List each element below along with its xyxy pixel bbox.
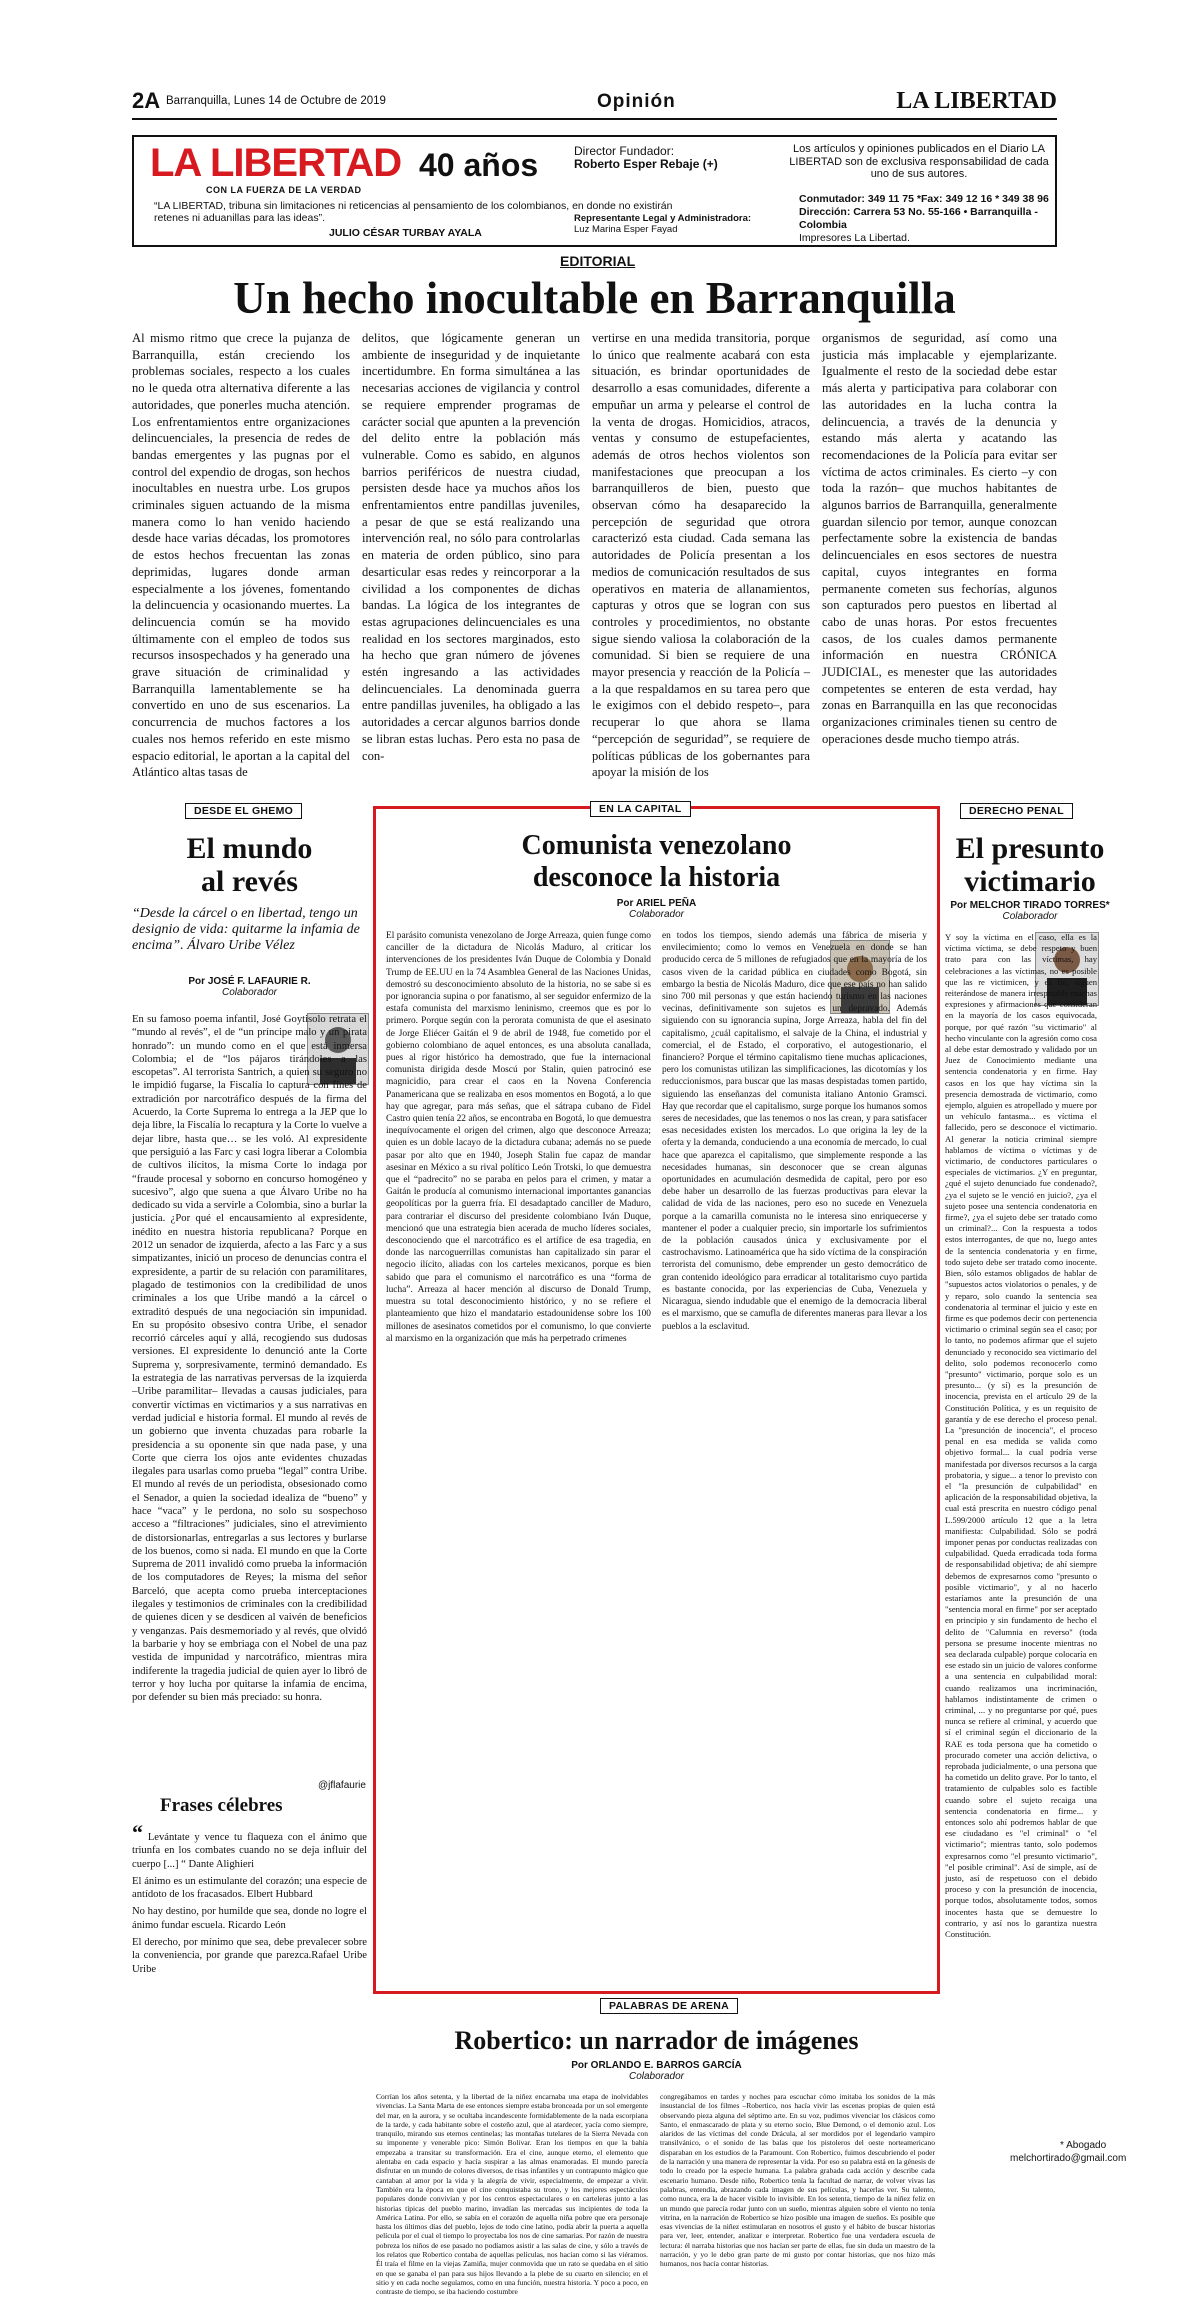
editorial-column-1: Al mismo ritmo que crece la pujanza de Barranquilla, están creciendo los problemas sociales, respecto a los cuales no le queda otra alternativa diferente a las autoridades, que ponerles mucha atención. Los enfrentamientos entre organizaciones delincuenciales, la presencia de redes de bandas emergentes y las pugnas por el control del expendio de drogas, son hechos inocultables en nuestra urbe. Los grupos criminales siguen actuando de la misma manera como lo han venido haciendo desde hace varias décadas, los promotores de estos hechos frecuentan las zonas deprimidas, lugares donde arman especialmente a los jóvenes, fomentando la delincuencia y ocasionando muertes. La delincuencia común se ha movido últimamente con el empleo de todos sus recursos insospechados y ha generado una grave situación de criminalidad y Barranquilla lamentablemente se ha convertido en uno de sus escenarios. La concurrencia de muchos factores a los cuales nos hemos referido en este mismo espacio editorial, le aportan a la capital del Atlántico altas tasas de xyxy=(132,331,350,780)
right-email: melchortirado@gmail.com xyxy=(1010,2153,1127,2164)
address: Dirección: Carrera 53 No. 55-166 • Barranquilla - Colombia xyxy=(799,206,1038,231)
bottom-column-1: Corrían los años setenta, y la libertad de la niñez encarnaba una etapa de inolvidables vivencias. La Santa Marta de ese entonces siempre estaba bronceada por un sol emergente del mar, en la aurora, y se ocultaba incandescente formidablemente de la nada escorpiana de la tarde, y cada habitante sobre el costeño azul, que al atardecer, yacía como siempre, tranquilo, mirando sus eternos centinelas; las montañas tutelares de la Sierra Nevada con su imponente y venerable pico: Simón Bolívar. Eran los tiempos en que la bahía empezaba a transitar su transformación. Era el cine, aunque eterno, el elemento que alentaba en cada espacio y hacía suspirar a las almas enamoradas. El mundo parecía disfrutar en un mundo de colores diversos, de risas infantiles y un contrapunto mágico que cantaban al amor por la vida y la alegría de vivir, especialmente, de empezar a vivir. También era la época en que el cine conquistaba su trono, y los mejores espectáculos populares donde convivían y por los centros espectaculares o en carteleras junto a las historias típicas del pueblo marino, invadían las mercadas sus incipientes de toda la América Latina. Por ello, se sabía en el corazón de aquella niña pobre que era personaje hasta los últimos días del pueblo, lejos de todo cine latino, podía abrir la puerta a aquella película por el cual el tiempo lo proyectaba los nos de cine samarias. Por razón de nuestra pobreza los niños de ese pasado no podíamos asistir a las salas de cine, y sólo a través de los relatos que Robertico contaba de aquellas películas, nos hacían como si las viéramos. Él traía el filme en la viejas Zamiña, mujer conmovida que un rato se quedaba en el sitio en que se ganaba el pan para sus hijos llevando a la plebe de su cuarto en silencio; en el sitio y en cada noche seguíamos, como en una función, nuestra historia. Y poco a poco, en contraste de tiempo, se iba haciendo costumbre xyxy=(376,2092,648,2297)
left-role: Colaborador xyxy=(221,987,278,998)
right-author: Por MELCHOR TIRADO TORRES* xyxy=(950,900,1110,911)
center-title-line1: Comunista venezolano xyxy=(521,830,792,861)
frase-1: Levántate y vence tu flaqueza con el ánimo que triunfa en los combates cuando no se deja influir del cuerpo [...] “ Dante Alighieri xyxy=(132,1832,367,1870)
center-author: Por ARIEL PEÑA xyxy=(616,898,697,909)
right-kicker: DERECHO PENAL xyxy=(960,803,1073,819)
right-article-body: Y soy la víctima en el caso, ella es la víctima víctima, se debe respeto y buen trato para con las víctimas, hay celebraciones a las víctimas, no es posible que las re victimicen, y es fin, siguen reiterándose de manera irrespetable muchas expresiones y afirmaciones que consideran en la mayoría de los casos equivocada, porque, por qué razón "su victimario" al hecho vinculante con la agresión como cosa al debe estar demostrado y validado por un Juez de Conocimiento mediante una sentencia condenatoria y en firme. Hay casos en los que hay víctima sin la presencia demostrada de victimario, como ejemplo, alguien es atropellado y muere por un vehículo fantasma... es víctima el fallecido, pero se desconoce el victimario. Al generar la noticia criminal siempre hablamos de víctima o víctimas y de victimario, de conductores particulares o especiales de victimarios. ¿Y en preguntar, ¿qué el sujeto denunciado fue condenado?, ¿ya el sujeto se le venció en juicio?, ¿ya el sujeto posee una sentencia condenatoria en firme?, ¿ya el sujeto debe ser tratado como un criminal?... Con la respuesta a todos estos interrogantes, de que no, luego antes de la sentencia condenatoria y en firme, todo sujeto debe ser tratado como inocente. Bien, sólo estamos obligados de hablar de "supuestos actos violatorios o penales, y de y reparo, solo cuando la sentencia sea condenatoria al terminar el juicio y este en firme es que podemos decir con pertenencia victimario o criminal según sea el caso; por lo tanto, no podemos afirmar que el sujeto denunciado y reconocido sea victimario del delito, solo podemos reconocerlo como "presunto" victimario, porque solo es un presunto... (y sí) es la presunción de inocencia, prevista en el artículo 29 de la Constitución Política, y es un requisito de garantía y de ese derecho el proceso penal. La "presunción de inocencia", el proceso penal en esa medida se valida como objetivo formal... la cual podría verse manifestada por diversos recursos a la carga probatoria, y sigue... a tenor lo previsto con el "la presunción de culpabilidad" en aplicación de la responsabilidad objetiva, la cual está prescrita en nuestro código penal L.599/2000 artículo 12 que a la letra manifiesta: Culpabilidad. Sólo se podrá imponer penas por conductas realizadas con culpabilidad. Queda erradicada toda forma de responsabilidad objetiva; de ahí siempre debemos de expresarnos como "presunto o posible victimario", y al no hacerlo estaríamos ante la presunción de una "sentencia moral en firme" por ser aceptado en principio y sin fundamento de hecho el delito de "Calumnia en reverso" (toda persona se presume inocente mientras no sea declarada culpable) porque colocaría en ese estado sin un juicio de valores conforme a una sentencia en culpabilidad moral: cuando realizamos una incriminación, hablamos indistintamente de crimen o criminal, ... y no preguntarse por qué, pues nunca se refiere al criminal, y acuerdo que sí el criminal según el diccionario de la RAE es toda persona que ha cometido o procurado cometer una acción delictiva, o reprobada judicialmente, o una persona que ha cometido un delito grave. Por lo tanto, el tratamiento de culpables solo es factible cuando sobre el sujeto recaiga una sentencia condenatoria en firme... y entonces solo ahí podremos hablar de que ese ciudadano es "el criminal" o "el victimario"; mientras tanto, solo podemos expresarnos como "el presunto victimario", "el posible criminal". Así de simple, así de justo, así de respetuoso con el debido proceso y con la presunción de inocencia, porque todos, absolutamente todos, somos inocentes hasta que se demuestre lo contrario, y así nos lo garantiza nuestra Constitución. xyxy=(945,932,1098,1940)
bottom-role: Colaborador xyxy=(628,2071,685,2082)
left-byline xyxy=(132,976,367,998)
bottom-kicker: PALABRAS DE ARENA xyxy=(600,1998,738,2014)
frase-4: El derecho, por mínimo que sea, debe prevalecer sobre la conveniencia, por grande que parezca.Rafael Uribe Uribe xyxy=(132,1937,367,1975)
contact-block xyxy=(799,193,1057,245)
printer: Impresores La Libertad. xyxy=(799,232,910,244)
founder-block xyxy=(574,145,774,170)
disclaimer: Los artículos y opiniones publicados en el Diario LA LIBERTAD son de exclusiva responsabilidad de cada uno de sus autores. xyxy=(789,143,1049,180)
page-header xyxy=(132,88,1057,120)
editorial-column-3: vertirse en una medida transitoria, porque lo único que realmente acabará con esta situación, es brindar oportunidades de desarrollo a esas comunidades, diferente a empuñar un arma y pelearse el control de la venta de drogas. Homicidios, atracos, ventas y consumo de estupefacientes, además de otros hechos violentos son manifestaciones que preocupan a los barranquilleros de bien, puesto que observan cómo ha desaparecido la percepción de seguridad que otrora caracterizó esta ciudad. Cada semana las autoridades de Policía presentan a los medios de comunicación resultados de sus operativos en materia de allanamientos, capturas y otros que se logran con sus controles y procedimientos, no obstante sigue siendo valiosa la colaboración de la comunidad. Si bien se requiere de una mayor presencia y reacción de la Policía –a la que respaldamos en su tarea pero que le exigimos con el debido respeto–, para recuperar lo que ahora se llama “percepción de seguridad”, se requiere de políticas públicas de los gobernantes para apoyar la misión de los xyxy=(592,331,810,780)
legal-name: Luz Marina Esper Fayad xyxy=(574,224,678,235)
center-column-1: El parásito comunista venezolano de Jorge Arreaza, quien funge como canciller de la dictadura de Nicolás Maduro, al criticar los intervenciones de los presidentes Iván Duque de Colombia y Donald Trump de EE.UU en la 74 Asamblea General de las Naciones Unidas, demostró su desconocimiento absoluto de la historia, no se sabe si es por ignorancia supina o por fanatismo, al ser seguidor enfermizo de la estafa comunista del marxismo leninismo, creemos que es por lo primero. Porque según con la perorata comunista de que el asesinato de Jorge Eliécer Gaitán el 9 de abril de 1948, fue cometido por el gobierno colombiano de aquel entonces, es una absoluta canallada, pues al rigor histórico ha demostrado, que fue la internacional comunista dirigida desde Moscú por Stalin, quien patrocinó ese magnicidio, para crear el caos en la Novena Conferencia Panamericana que se realizaba en esos momentos en Bogotá, a lo que hay que agregar, para más señas, que el sátrapa cubano de Fidel Castro quien tenía 22 años, se encontraba en Bogotá, lo que demuestra inequívocamente el origen del crimen, algo que desconoce Arreaza; quien es un doble lacayo de la dictadura cubana; además no se puede pasar por alto que en 1940, Joseph Stalin fue capaz de mandar asesinar en México a su rival político León Trotski, lo que demuestra que el “padrecito” no se paraba en pelos para el crimen, y matar a Gaitán le producía al comunismo internacional importantes ganancias geopolíticas por la guerra fría. El desadaptado canciller de Maduro, para contrariar el discurso del presidente colombiano Iván Duque, mencionó que una estrategia bien acerada de mucho líderes sociales, desconociendo que el narcotráfico es el artífice de esa tragedia, en donde las narcoguerrillas comunistas han capitalizado sin parar el negocio ilícito, aliadas con los carteles mexicanos, porque es bien sabido que para el comunismo el narcotráfico es una “forma de lucha”. Arreaza al hacer mención al discurso de Donald Trump, muestra su total desconocimiento histórico, y no se refiere el planteamiento que hizo el mandatario estadounidense sobre los 100 millones de asesinatos cometidos por el comunismo, lo que convierte al marxismo en la organización que más ha perpetrado crímenes xyxy=(386,931,651,1344)
editorial-column-4: organismos de seguridad, así como una justicia más implacable y ejemplarizante. Igualmente el resto de la sociedad debe estar más alerta y participativa para colaborar con las autoridades en la lucha contra la delincuencia, a través de la denuncia y estando más alerta y acatando las recomendaciones de la Policía para evitar ser víctima de actos criminales. Es cierto –y con toda la razón– que muchos habitantes de algunos barrios de Barranquilla, generalmente guardan silencio por temor, aunque conozcan perfectamente sobre la existencia de bandas delincuenciales en esos sectores de nuestra capital, cuyos integrantes en forma permanente cometen sus fechorías, algunos son capturados pero puestos en libertad al cabo de unas horas. Por estos frecuentes casos, de los cuales damos permanente información en nuestra CRÓNICA JUDICIAL, es menester que las autoridades competentes se enteren de esta verdad, hay zonas en Barranquilla en las que reconocidas organizaciones criminales tienen su centro de operaciones desde mucho tiempo atrás. xyxy=(822,331,1057,746)
frases-list xyxy=(132,1820,367,1998)
date-line: Barranquilla, Lunes 14 de Octubre de 2019 xyxy=(166,95,386,107)
masthead xyxy=(132,135,1057,247)
editorial-headline: Un hecho inocultable en Barranquilla xyxy=(233,273,956,323)
left-handle: @jflafaurie xyxy=(318,1780,366,1791)
right-title-line1: El presunto xyxy=(955,832,1105,865)
quote-author: JULIO CÉSAR TURBAY AYALA xyxy=(329,227,482,239)
left-article-body: En su famoso poema infantil, José Goytisolo retrata el “mundo al revés”, el de “un príncipe malo y un pirata honrado”: un mundo como en el que está inmersa Colombia; el de “los pájaros tirándoles a las escopetas”. Al terrorista Santrich, a quien su seguro no le impidió fugarse, la Fiscalía lo captura con fines de extradición por narcotráfico después de la firma del Acuerdo, la Corte Suprema lo entrega a la JEP que lo deja libre, la Fiscalía lo recaptura y la Corte lo vuelve a dejar libre, hasta que… se les voló. Al expresidente que persiguió a las Farc y casi logra liberar a Colombia de cultivos ilícitos, la misma Corte lo indaga por “fraude procesal y soborno en concurso homogéneo y sucesivo”, algo que suena a que Álvaro Uribe no ha dedicado su vida a servirle a Colombia, sino a burlar la justicia. ¿Por qué el encausamiento al expresidente, inédito en nuestra historia republicana? Porque en 2012 un senador de izquierda, afecto a las Farc y a sus simpatizantes, inició un proceso de denuncias contra el expresidente, a partir de su relación con paramilitares, plagado de testimonios con la credibilidad de unos criminales a los que Uribe mandó a la cárcel o extraditó después de una negociación sin impunidad. En su propósito obsesivo contra Uribe, el senador recorrió cárceles aquí y allá, recogiendo sus dudosas versiones. El expresidente lo denunció ante la Corte Suprema y, sorpresivamente, terminó demandado. Es la estrategia de las narrativas perversas de la izquierda –Uribe paramilitar– llevadas a causas judiciales, para convertir víctimas en victimarios y a sus narrativas en verdad judicial e historia formal. El mundo al revés de un gobierno que inventa chuzadas para robarle la presidencia a su oponente sin que nada pase, y una Corte que cierra los ojos ante evidentes chuzadas ilegales para usarlas como prueba “legal” contra Uribe. El mundo al revés de un periodista, obsesionado como el Senador, a quien la sociedad idealiza de “bueno” y hace “vaca” y le perdona, no solo su sospechoso acceso a “filtraciones” judiciales, sino el atrevimiento de distorsionarlas, entregarlas a sus lectores y burlarse de los buenos, como si nada. El mundo en que la Corte Suprema de 2011 invalidó como prueba la información de los computadores de Reyes; la misma del señor Barceló, que acepta como prueba interceptaciones ilegales y testimonios de criminales con la credibilidad de quienes dicen y se desdicen al vaivén de beneficios y venganzas. País desmemoriado y al revés, que olvidó la barbarie y hoy se embriaga con el Nobel de una paz vestida de impunidad y narcotráfico, mientras mira indiferente la tragedia judicial de quien ayer lo libró de terror y hoy lucha por quitarse la infamia de encima, por defender su bien más preciado: su honra. xyxy=(132,1014,367,1704)
left-epigraph: “Desde la cárcel o en libertad, tengo un designio de vida: quitarme la infamia de encima”. Álvaro Uribe Vélez xyxy=(132,906,360,953)
legal-label: Representante Legal y Administradora: xyxy=(574,213,752,224)
frases-title: Frases célebres xyxy=(160,1795,283,1816)
brand-name: LA LIBERTAD xyxy=(896,88,1057,114)
frase-3: No hay destino, por humilde que sea, donde no logre el ánimo fundar escuela. Ricardo León xyxy=(132,1906,367,1931)
frase-2: El ánimo es un estimulante del corazón; una especie de antídoto de los fracasados. Elbert Hubbard xyxy=(132,1875,367,1901)
logo: LA LIBERTAD xyxy=(150,141,402,185)
left-author: Por JOSÉ F. LAFAURIE R. xyxy=(188,976,311,987)
editorial-column-2: delitos, que lógicamente generan un ambiente de inseguridad y de inquietante incertidumbre. En forma simultánea a las necesarias acciones de vigilancia y control se requiere emprender programas de carácter social que apunten a la prevención del delito entre la población más vulnerable. Como es sabido, en algunos barrios periféricos de nuestra ciudad, persisten desde hace ya muchos años los enfrentamientos entre pandillas juveniles, a pesar de que se está realizando una intervención real, no sólo para controlarlas en materia de orden público, sino para desarticular esas redes y reincorporar a la civilidad a los componentes de dichas bandas. La lógica de los integrantes de estas agrupaciones delincuenciales es una realidad en los sectores marginados, esto ha hecho que gran número de jóvenes estén ingresando a las actividades delincuenciales. La denominada guerra entre pandillas juveniles, ha obligado a las autoridades a cercar algunos barrios donde se libran estas luchas. Pero esta no pasa de con- xyxy=(362,331,580,763)
bottom-title: Robertico: un narrador de imágenes xyxy=(454,2026,859,2055)
founder-label: Director Fundador: xyxy=(574,144,675,158)
right-role: Colaborador xyxy=(1002,911,1058,922)
editorial-label: EDITORIAL xyxy=(560,253,636,269)
anniversary: 40 años xyxy=(419,147,539,183)
tagline: CON LA FUERZA DE LA VERDAD xyxy=(206,185,362,195)
right-byline xyxy=(945,900,1115,922)
bottom-byline xyxy=(373,2060,940,2082)
quote-icon: “ xyxy=(132,1820,143,1845)
left-title-line2: al revés xyxy=(201,865,298,898)
center-column-2: en todos los tiempos, siendo además una fábrica de miseria y envilecimiento; como lo vemos en Venezuela en donde se han producido cerca de 5 millones de refugiados que en la mayoría de los casos viven de la caridad pública en ciudades como Bogotá, sin embargo la bestia de Nicolás Maduro, dice que ese país no han salido sino 700 mil personas y que están haciendo turismo en las naciones vecinas, definitivamente son sujetos es un depravado. Además siguiendo con su ignorancia supina, Jorge Arreaza, habla del fin del capitalismo, ¿cuál capitalismo, el salvaje de la China, el industrial y comercial, el de Estado, el corporativo, el autogestionario, el financiero? Porque el término capitalismo tiene muchas aplicaciones, pero los comunistas utilizan las simplificaciones, las dicotomías y los reduccionismos, para buscar que las masas despistadas tomen partido, siguiendo las enseñanzas del comunista italiano Antonio Gramsci. Hay que recordar que el capitalismo, surge porque los humanos somos seres de necesidades, que las tenemos o nos las crean, y para satisfacer esas necesidades existen los mercados. Lo que origina la ley de la oferta y la demanda, conduciendo a una economía de mercado, lo cual hace que aparezca el capitalismo, que simplemente responde a las necesidades humanas, sin desconocer que se crean algunas oportunidades en acumulación desmedida de capital, pero por eso debe haber un desarrollo de las fuerzas productivas para elevar la calidad de vida de las naciones, pero eso no sucede en Venezuela porque a la camarilla comunista no le interesa sino enriquecerse y mantener el poder a cualquier precio, sin importarle los sufrimientos de la población causados única y exclusivamente por el castrochavismo. Latinoamérica que ha sido víctima de la conspiración terrorista del comunismo, debe emprender un gesto democrático de gran contenido ideológico para erradicar al totalitarismo cuyo partida es bastante conocida, por las experiencias de Cuba, Venezuela y Nicaragua, siendo indudable que el enemigo de la democracia liberal es el marxismo, que se camufla de diferentes maneras para llevar a los pueblos a la esclavitud. xyxy=(662,931,927,1332)
section-title: Opinión xyxy=(597,91,676,112)
center-byline xyxy=(376,898,937,920)
page-number: 2A xyxy=(132,88,161,113)
center-kicker: EN LA CAPITAL xyxy=(590,801,691,817)
left-title-line1: El mundo xyxy=(186,832,313,865)
founder-name: Roberto Esper Rebaje (+) xyxy=(574,156,718,171)
right-title-line2: victimario xyxy=(964,865,1096,898)
bottom-column-2: congregábamos en tardes y noches para escuchar cómo imitaba los sonidos de la más insustancial de los filmes –Robertico, nos hacía vivir las escenas propias de quien está observando pieza alguna del séptimo arte. En su voz, pudimos vivenciar los clásicos como Santo, el enmascarado de plata y su eterno socio, Blue Demond, o el demonio azul. Los alaridos de las víctimas del conde Drácula, al ser mordidos por el legendario vampiro transilvánico, o el sonido de las balas que los pistoleros del oeste norteamericano disparaban en los estudios de la Paramount. Con Robertico, fuimos descubriendo el poder de la narración y una manera de representar la vida. Por eso su palabra está en la génesis de todo lo creado por la especie humana. La palabra grabada cada acción y describe cada escenario humano. Desde niño, Robertico tenía la facultad de narrar, de volver vivas las palabras, entendía, abrazando cada imagen de sus películas, y hacerlas ver. Su talento, como nunca, era la de hacer visible lo invisible. En los setenta, tiempo de la niñez feliz en un mundo que parecía rodar junto con un sueño, mientras alguien sobre el viento no tenía vitrina, en la narración de Robertico se hizo posible una imagen de sueños. Es posible que esas vivencias de la niñez estimularan en nosotros el gusto y el hábito de buscar historias para ver, leer, entender, analizar e interpretar. Robertico fue una verdadera escuela de lectura: él narraba historias que nos hacían ser parte de ellas, fue sin duda un maestro de la narración, y yo le debo gran parte de mi gusto por contar historias, que nos hizo más humanos, nos hacía contar historias. xyxy=(660,2092,935,2269)
masthead-quote: “LA LIBERTAD, tribuna sin limitaciones ni reticencias al pensamiento de los colombianos, en donde no existirán retenes ni aduanillas para las ideas”. xyxy=(154,200,673,224)
left-kicker: DESDE EL GHEMO xyxy=(185,803,302,819)
center-role: Colaborador xyxy=(628,909,685,920)
right-footnote: * Abogado xyxy=(1060,2140,1107,2151)
center-title-line2: desconoce la historia xyxy=(532,862,781,893)
legal-block xyxy=(574,213,794,235)
phones: Conmutador: 349 11 75 *Fax: 349 12 16 * 349 38 96 xyxy=(799,193,1049,205)
bottom-author: Por ORLANDO E. BARROS GARCÍA xyxy=(571,2060,742,2071)
